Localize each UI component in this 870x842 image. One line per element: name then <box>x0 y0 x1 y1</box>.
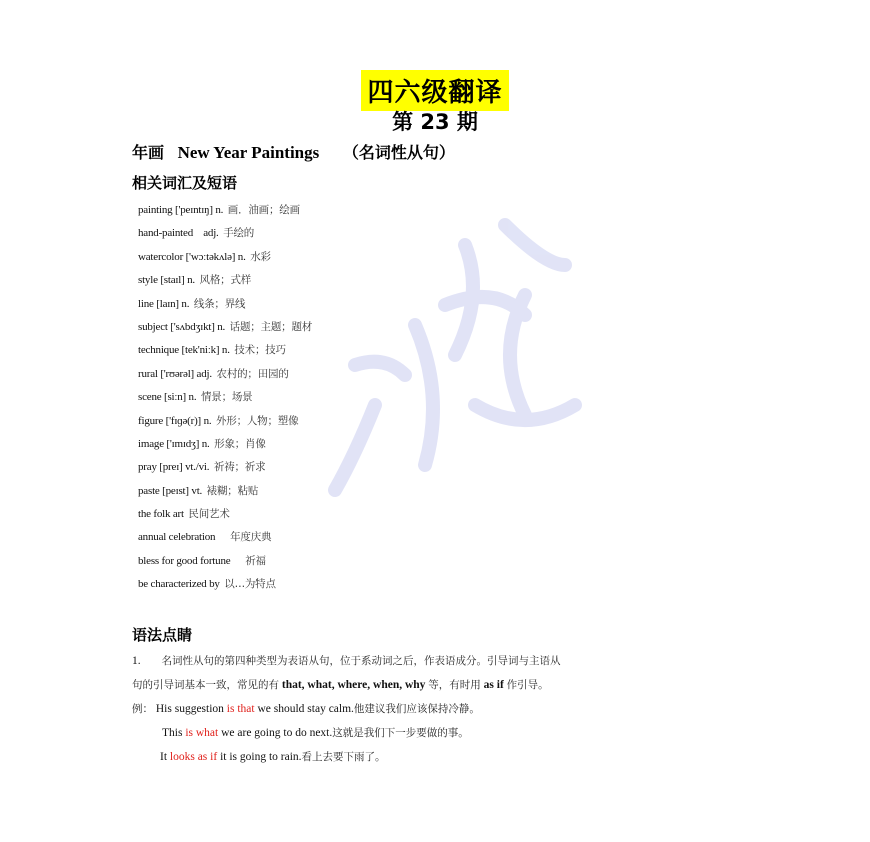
vocab-item: the folk art 民间艺术 <box>138 508 230 521</box>
vocab-item: line [laɪn] n. 线条；界线 <box>138 297 246 310</box>
vocab-item: figure ['fɪɡə(r)] n. 外形；人物；塑像 <box>138 414 299 427</box>
example-3: It looks as if it is going to rain.看上去要下雨了。 <box>160 751 386 763</box>
vocab-item: rural ['rʊərəl] adj. 农村的；田园的 <box>138 367 289 380</box>
example-label: 例： <box>132 703 153 715</box>
emphasis-text: is what <box>185 727 219 739</box>
vocab-item: image ['ɪmɪdʒ] n. 形象；肖像 <box>138 437 266 450</box>
example-1: 例： His suggestion is that we should stay calm.他建议我们应该保持冷静。 <box>132 703 480 715</box>
topic-line <box>132 140 455 163</box>
vocab-item: scene [siːn] n. 情景；场景 <box>138 391 253 404</box>
watermark-brushstroke <box>295 205 595 505</box>
vocab-item: bless for good fortune 祈福 <box>138 554 266 567</box>
vocab-list <box>138 199 312 597</box>
vocab-item: paste [peɪst] vt. 裱糊；粘贴 <box>138 484 259 497</box>
grammar-section <box>132 649 752 769</box>
grammar-heading: 语法点睛 <box>132 626 193 644</box>
vocab-item: watercolor ['wɔːtəkʌlə] n. 水彩 <box>138 250 271 263</box>
vocab-item: technique [tek'niːk] n. 技术；技巧 <box>138 344 286 357</box>
vocab-item: hand-painted adj. 手绘的 <box>138 227 255 240</box>
page-title: 四六级翻译 <box>361 70 508 111</box>
point-number: 1. <box>132 655 141 667</box>
point-text: 名词性从句的第四种类型为表语从句，位于系动词之后，作表语成分。引导词与主语从 <box>161 655 561 667</box>
grammar-point-line-1 <box>132 649 752 673</box>
grammar-point-line-2: 句的引导词基本一致，常见的有 that, what, where, when, why 等，有时用 as if 作引导。 <box>132 679 549 691</box>
emphasis-text: looks as if <box>169 751 218 763</box>
vocab-item: subject ['sʌbdʒɪkt] n. 话题；主题；题材 <box>138 320 313 333</box>
topic-en: New Year Paintings <box>177 143 320 162</box>
topic-note: （名词性从句） <box>342 143 455 162</box>
title-wrapper <box>0 70 870 111</box>
vocab-item: pray [preɪ] vt./vi. 祈祷；祈求 <box>138 461 266 474</box>
issue-number: 第 23 期 <box>392 110 478 134</box>
vocab-item: style [staɪl] n. 风格；式样 <box>138 274 252 287</box>
vocab-item: painting ['peɪntɪŋ] n. 画．油画；绘画 <box>138 204 300 216</box>
vocab-item: annual celebration 年度庆典 <box>138 531 272 544</box>
topic-cn: 年画 <box>132 143 165 162</box>
emphasis-text: is that <box>226 703 255 715</box>
vocab-item: be characterized by 以…为特点 <box>138 578 276 591</box>
example-2: This is what we are going to do next.这就是我们下一步要做的事。 <box>162 727 469 739</box>
vocab-heading: 相关词汇及短语 <box>132 174 238 192</box>
